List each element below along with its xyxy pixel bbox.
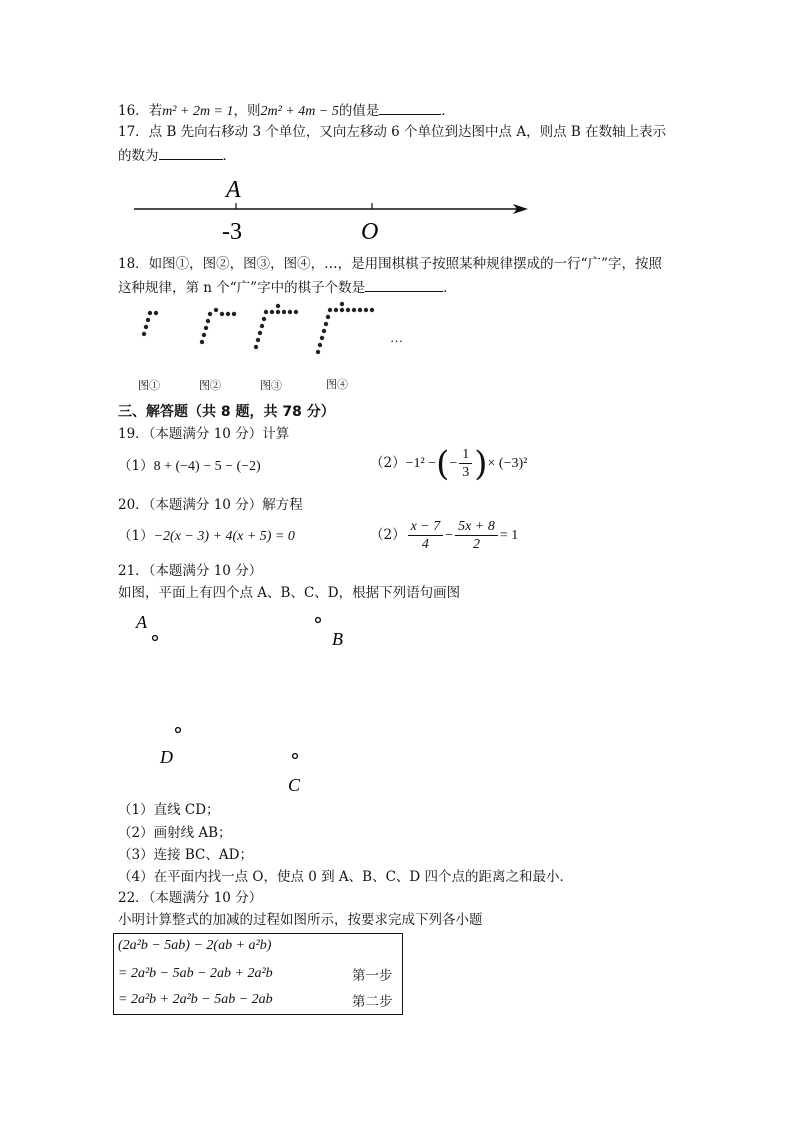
q16-mid: ，则 bbox=[233, 103, 261, 119]
calc-line-3: = 2a²b + 2a²b − 5ab − 2ab bbox=[118, 992, 273, 1007]
q20-p1-expr: −2(x − 3) + 4(x + 5) = 0 bbox=[153, 529, 295, 544]
point-o-label: O bbox=[361, 219, 379, 245]
q21-item-2: （2）画射线 AB； bbox=[118, 825, 232, 841]
q19-p2-post: × (−3)² bbox=[487, 456, 528, 471]
point-a-dot bbox=[153, 636, 158, 641]
point-b-label-q21: B bbox=[332, 629, 343, 649]
calc-step-2: 第二步 bbox=[352, 994, 393, 1010]
q16-tail: 的值是 bbox=[338, 103, 380, 119]
q18-line2-text: 这种规律，第 n 个“广”字中的棋子个数是 bbox=[118, 280, 366, 296]
question-17-line2 bbox=[118, 146, 236, 165]
question-18-line2 bbox=[118, 278, 457, 297]
q21-item-1: （1）直线 CD； bbox=[118, 802, 220, 818]
pattern-caption-4: 图④ bbox=[326, 378, 348, 391]
pattern-caption-2: 图② bbox=[199, 379, 221, 392]
four-points-figure bbox=[128, 608, 388, 798]
question-22-intro: 小明计算整式的加减的过程如图所示，按要求完成下列各小题 bbox=[118, 912, 483, 928]
q21-item-4: （4）在平面内找一点 O，使点 0 到 A、B、C、D 四个点的距离之和最小． bbox=[118, 869, 574, 885]
q18-answer-blank[interactable] bbox=[365, 278, 443, 292]
point-c-dot bbox=[293, 754, 298, 759]
q17-answer-blank[interactable] bbox=[159, 146, 223, 160]
q20-p2-label: （2） bbox=[370, 527, 406, 543]
pattern-3 bbox=[254, 304, 298, 349]
question-18-line1: 18．如图①，图②，图③，图④，…，是用围棋棋子按照某种规律摆成的一行“广”字，按照 bbox=[118, 256, 662, 272]
point-a-label: A bbox=[226, 177, 241, 203]
pattern-4 bbox=[316, 302, 374, 354]
q20-minus: − bbox=[445, 528, 454, 543]
q19-right-paren: ) bbox=[474, 443, 488, 484]
calc-step-1: 第一步 bbox=[352, 968, 393, 984]
question-16 bbox=[118, 101, 455, 120]
q20-part2 bbox=[370, 518, 518, 553]
q16-answer-blank[interactable] bbox=[379, 101, 441, 115]
pattern-caption-3: 图③ bbox=[260, 379, 282, 392]
question-22-title: 22．（本题满分 10 分） bbox=[118, 890, 263, 906]
point-c-label-q21: C bbox=[288, 775, 301, 795]
question-20-title: 20．（本题满分 10 分）解方程 bbox=[118, 497, 303, 513]
q21-item-3: （3）连接 BC、AD； bbox=[118, 847, 253, 863]
q20-p1-label: （1） bbox=[118, 528, 154, 544]
q20-fraction-1 bbox=[408, 518, 444, 553]
calc-line-2: = 2a²b − 5ab − 2ab + 2a²b bbox=[118, 966, 273, 981]
q19-p2-label: （2） bbox=[370, 455, 406, 471]
question-17-line1: 17．点 B 先向右移动 3 个单位，又向左移动 6 个单位到达图中点 A，则点 B 在数轴上表示 bbox=[118, 124, 667, 140]
section-3-title: 三、解答题（共 8 题，共 78 分） bbox=[118, 404, 335, 420]
q19-frac-num: 1 bbox=[459, 446, 472, 464]
point-b-dot bbox=[316, 618, 321, 623]
calc-line-1: (2a²b − 5ab) − 2(ab + a²b) bbox=[118, 938, 272, 953]
q20-frac2-num: 5x + 8 bbox=[455, 518, 498, 536]
q20-fraction-2 bbox=[455, 518, 498, 553]
q20-frac1-den: 4 bbox=[421, 537, 429, 552]
pattern-1 bbox=[142, 311, 158, 336]
q19-part2: （2） −1² − ( − $\frac{1}{3}$ ) × (−3)² bbox=[370, 443, 528, 484]
q19-part1 bbox=[118, 458, 261, 475]
question-21-intro: 如图，平面上有四个点 A、B、C、D，根据下列语句画图 bbox=[118, 585, 461, 601]
q16-expr2: 2m² + 4m − 5 bbox=[260, 104, 339, 119]
pattern-caption-1: 图① bbox=[138, 379, 160, 392]
q17-end: ． bbox=[222, 148, 236, 164]
question-21-title: 21．（本题满分 10 分） bbox=[118, 563, 263, 579]
number-line-figure bbox=[128, 175, 548, 245]
q16-expr1: m² + 2m = 1 bbox=[162, 104, 234, 119]
point-a-value: -3 bbox=[222, 219, 242, 245]
stone-pattern-figure bbox=[132, 300, 432, 360]
point-a-label-q21: A bbox=[136, 612, 147, 632]
q19-fraction bbox=[459, 446, 472, 481]
q20-eq: = 1 bbox=[499, 528, 519, 543]
q20-frac1-num: x − 7 bbox=[408, 518, 444, 536]
point-d-label-q21: D bbox=[160, 747, 173, 767]
pattern-2 bbox=[200, 308, 236, 344]
pattern-ellipsis: … bbox=[390, 330, 403, 345]
q18-end: ． bbox=[443, 280, 457, 296]
q16-end: ． bbox=[441, 103, 455, 119]
q17-line2-text: 的数为 bbox=[118, 148, 159, 164]
q19-p1-label: （1） bbox=[118, 458, 154, 474]
q19-frac-den: 3 bbox=[462, 465, 470, 480]
q19-p1-expr: 8 + (−4) − 5 − (−2) bbox=[153, 459, 261, 474]
q20-frac2-den: 2 bbox=[473, 537, 480, 552]
point-d-dot bbox=[176, 728, 181, 733]
q19-p2-pre: −1² − bbox=[405, 456, 437, 471]
q16-number: 16．若 bbox=[118, 103, 163, 119]
q19-left-paren: ( bbox=[436, 443, 450, 484]
q20-part1 bbox=[118, 528, 295, 545]
question-19-title: 19．（本题满分 10 分）计算 bbox=[118, 426, 290, 442]
